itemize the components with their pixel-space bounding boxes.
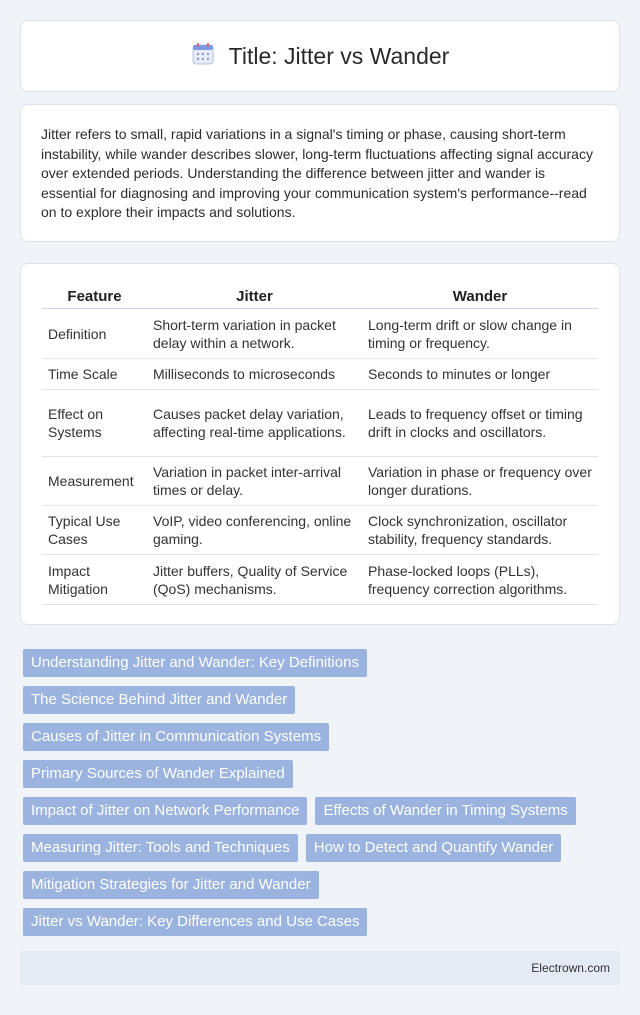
table-cell-feature: Effect on Systems: [42, 390, 147, 457]
table-cell-jitter: VoIP, video conferencing, online gaming.: [147, 506, 362, 555]
header-wander: Wander: [362, 286, 598, 309]
header-jitter: Jitter: [147, 286, 362, 309]
link-row: [23, 760, 623, 788]
link-pill[interactable]: How to Detect and Quantify Wander: [306, 834, 562, 862]
link-pill[interactable]: Understanding Jitter and Wander: Key Definitions: [23, 649, 367, 677]
link-row: [23, 908, 623, 936]
table-row: [42, 359, 598, 390]
link-row: [23, 797, 623, 825]
table-cell-wander: Leads to frequency offset or timing drift in clocks and oscillators.: [362, 390, 598, 457]
link-pill[interactable]: The Science Behind Jitter and Wander: [23, 686, 295, 714]
table-cell-feature: Time Scale: [42, 359, 147, 390]
link-pill[interactable]: Causes of Jitter in Communication Systems: [23, 723, 329, 751]
table-cell-jitter: Milliseconds to microseconds: [147, 359, 362, 390]
link-pill[interactable]: Jitter vs Wander: Key Differences and Use Cases: [23, 908, 367, 936]
table-row: [42, 390, 598, 457]
table-row: [42, 506, 598, 555]
title-wrap: [191, 42, 450, 71]
table-header-row: [42, 286, 598, 309]
table-cell-jitter: Jitter buffers, Quality of Service (QoS) mechanisms.: [147, 555, 362, 605]
table-cell-feature: Measurement: [42, 457, 147, 506]
link-row: [23, 686, 623, 714]
link-row: [23, 834, 623, 862]
link-row: [23, 723, 623, 751]
title-card: [20, 20, 620, 92]
link-row: [23, 871, 623, 899]
table-row: [42, 457, 598, 506]
table-row: [42, 555, 598, 605]
table-row: [42, 309, 598, 359]
calendar-icon: [191, 42, 215, 71]
link-pill[interactable]: Mitigation Strategies for Jitter and Wander: [23, 871, 319, 899]
table-cell-wander: Long-term drift or slow change in timing or frequency.: [362, 309, 598, 359]
page-title: Title: Jitter vs Wander: [228, 42, 450, 69]
table-cell-jitter: Short-term variation in packet delay within a network.: [147, 309, 362, 359]
table-cell-wander: Phase-locked loops (PLLs), frequency correction algorithms.: [362, 555, 598, 605]
link-pill[interactable]: Measuring Jitter: Tools and Techniques: [23, 834, 298, 862]
intro-card: [20, 104, 620, 242]
table-cell-feature: Definition: [42, 309, 147, 359]
table-cell-jitter: Causes packet delay variation, affecting real-time applications.: [147, 390, 362, 457]
table-cell-jitter: Variation in packet inter-arrival times or delay.: [147, 457, 362, 506]
footer-site-name[interactable]: Electrown.com: [531, 961, 610, 975]
link-row: [23, 649, 623, 677]
table-cell-wander: Clock synchronization, oscillator stability, frequency standards.: [362, 506, 598, 555]
comparison-table-card: [20, 263, 620, 625]
header-feature: Feature: [42, 286, 147, 309]
table-cell-feature: Typical Use Cases: [42, 506, 147, 555]
comparison-table: [42, 286, 598, 605]
link-pill[interactable]: Effects of Wander in Timing Systems: [315, 797, 575, 825]
link-pill[interactable]: Primary Sources of Wander Explained: [23, 760, 293, 788]
related-links: [23, 649, 623, 945]
table-cell-wander: Variation in phase or frequency over longer durations.: [362, 457, 598, 506]
intro-paragraph: Jitter refers to small, rapid variations in a signal's timing or phase, causing short-term instability, while wander describes slower, long-term fluctuations affecting signal accuracy over extended periods. Understanding the difference between jitter and wander is essential for diagnosing and improving your communication system's performance--read on to explore their impacts and solutions.: [41, 126, 593, 221]
footer: [20, 951, 620, 985]
table-cell-feature: Impact Mitigation: [42, 555, 147, 605]
link-pill[interactable]: Impact of Jitter on Network Performance: [23, 797, 307, 825]
table-cell-wander: Seconds to minutes or longer: [362, 359, 598, 390]
